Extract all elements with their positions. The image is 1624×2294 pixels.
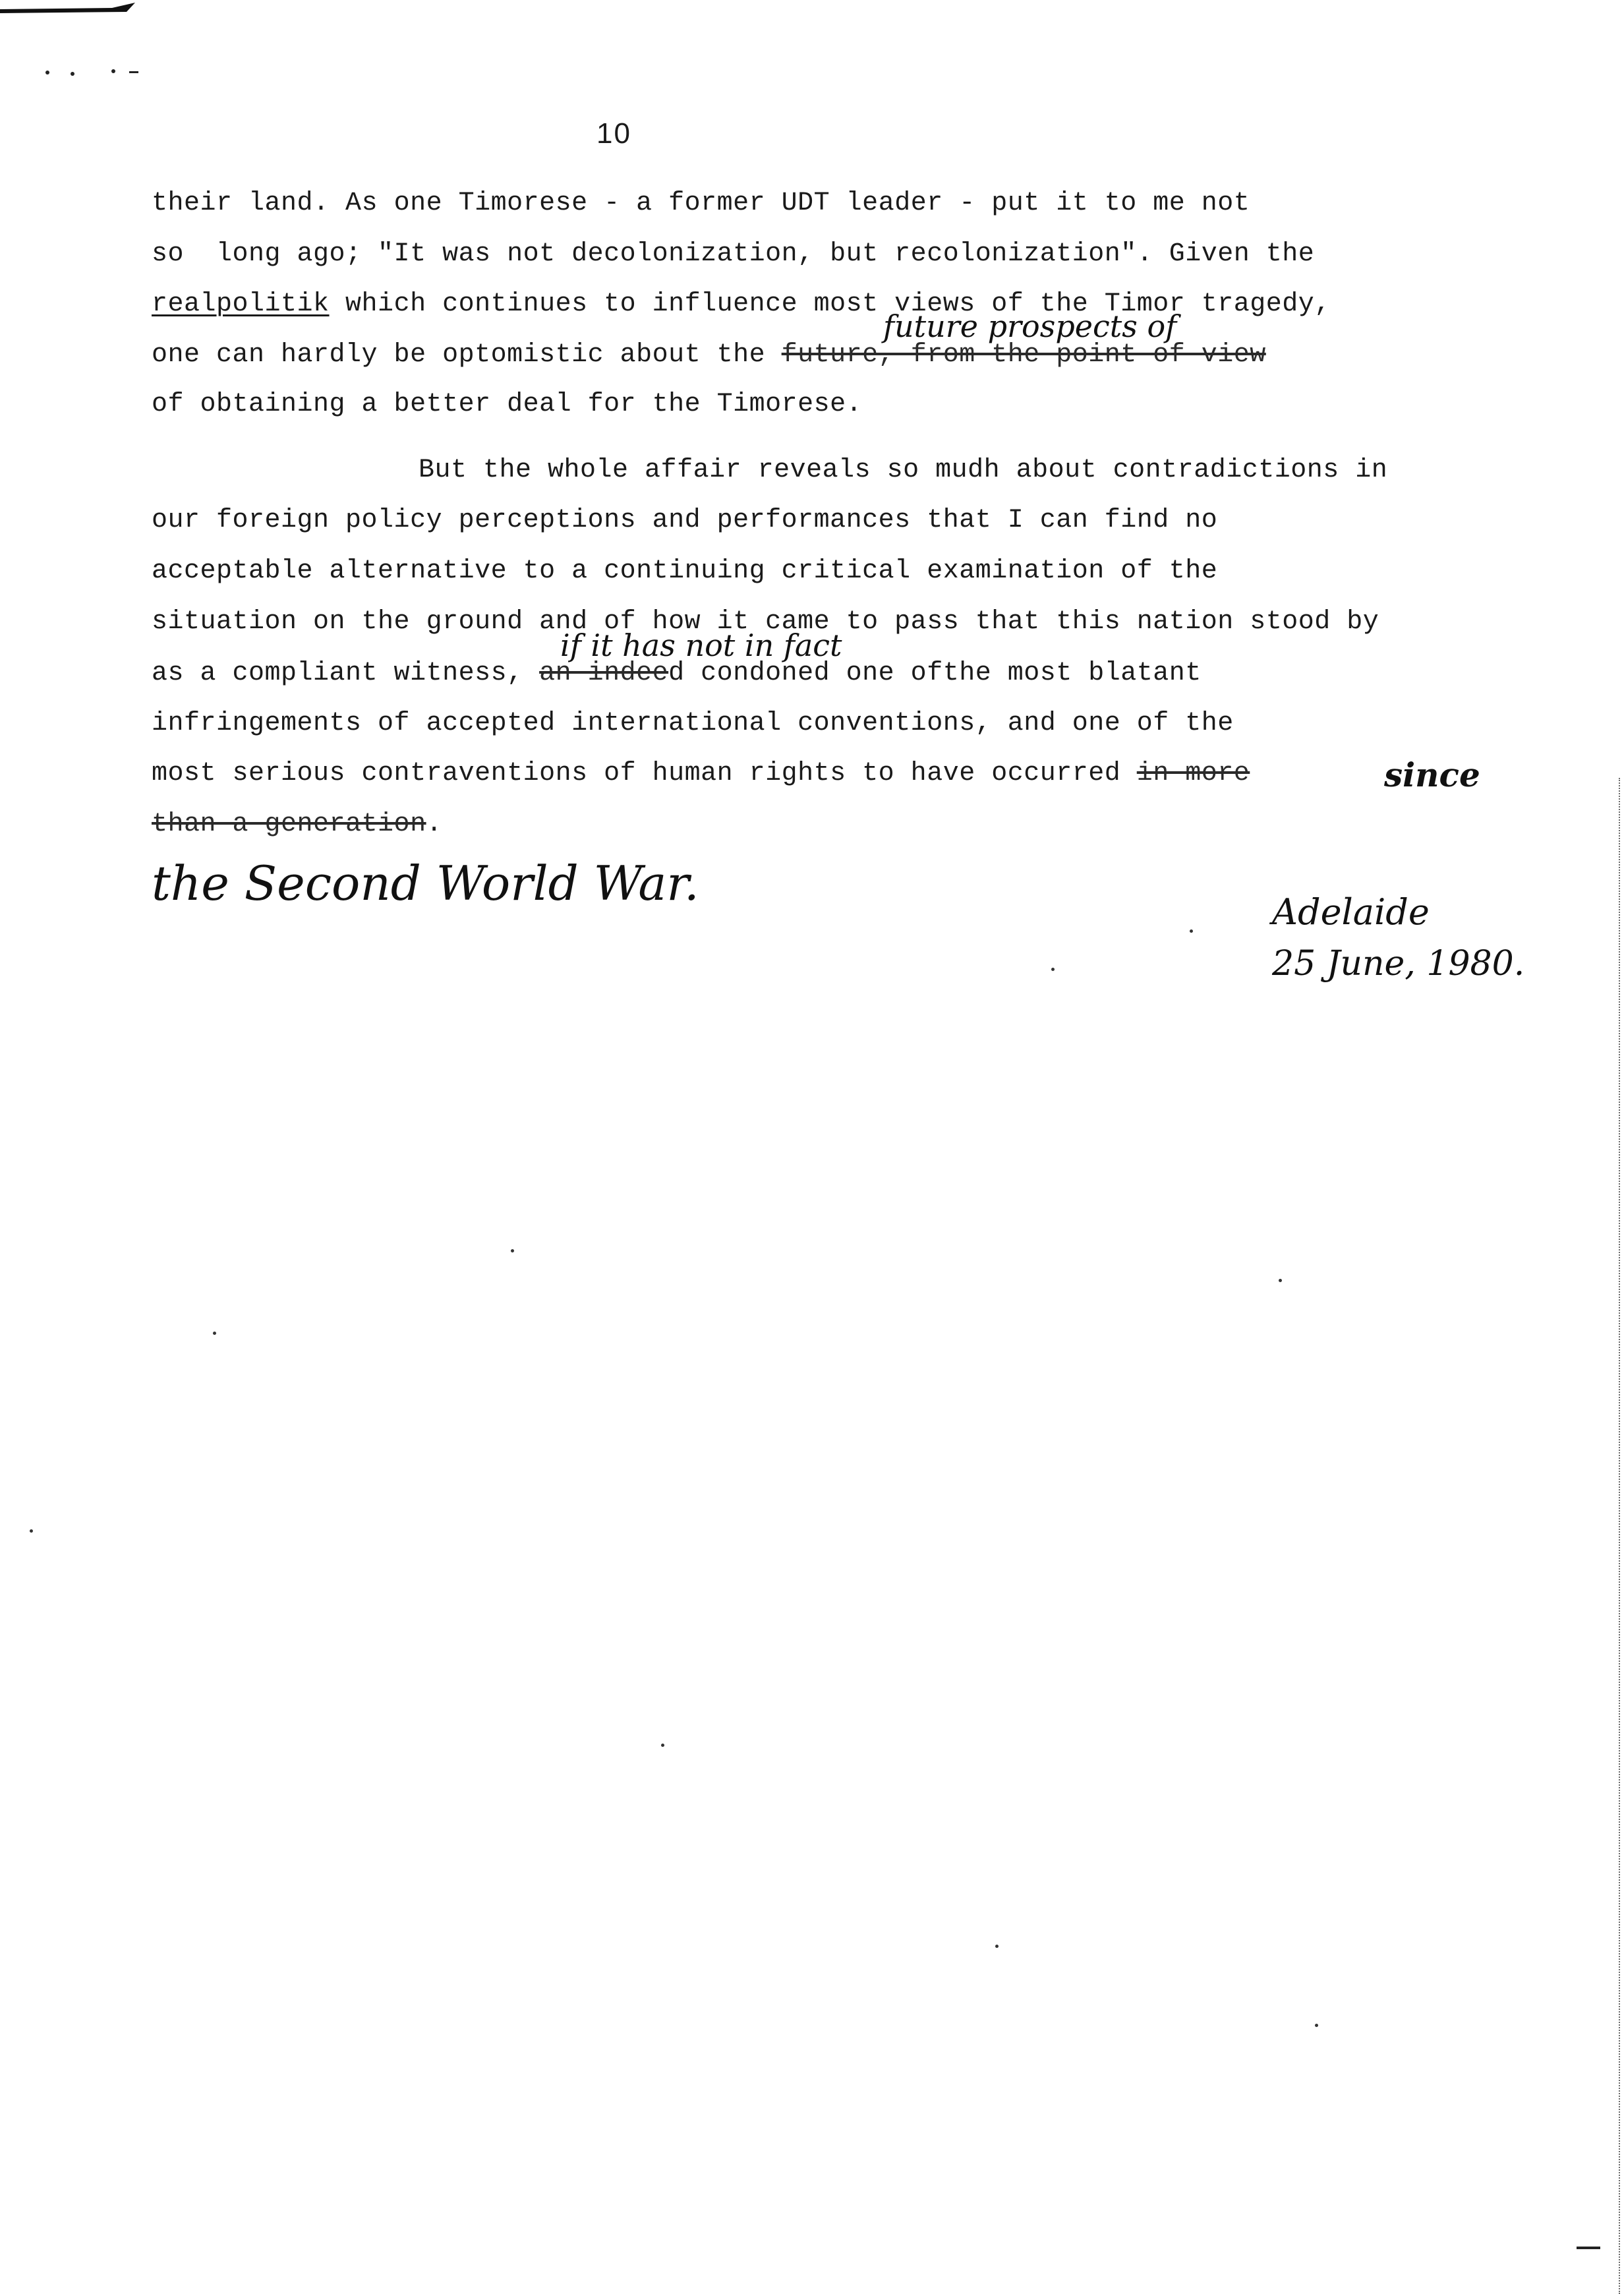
scan-speck [213, 1332, 216, 1335]
underlined-word: realpolitik [152, 289, 330, 319]
text-line-13: than a generation. [152, 809, 443, 839]
text-line-4: one can hardly be optomistic about the future, from the point of view [152, 340, 1266, 370]
scan-speck [1279, 1279, 1282, 1282]
scan-speck [1315, 2024, 1318, 2027]
handwritten-date: 25 June, 1980. [1272, 944, 1525, 984]
struck-text: an indee [539, 659, 669, 688]
handwritten-insert-future-prospects: future prospects of [883, 309, 1177, 344]
handwritten-insert-since: since [1384, 755, 1480, 794]
scan-speck [1190, 929, 1193, 933]
page-number: 10 [596, 117, 631, 150]
text-line-10: as a compliant witness, an indeed condoned one ofthe most blatant [152, 659, 1202, 688]
text-line-1: their land. As one Timorese - a former UDT leader - put it to me not [152, 189, 1250, 218]
text-line-7: our foreign policy perceptions and performances that I can find no [152, 506, 1218, 535]
struck-text: in more [1136, 759, 1250, 788]
handwritten-insert-if-it-has-not: if it has not in fact [560, 628, 842, 663]
scan-speck [661, 1744, 664, 1747]
struck-text: future, from the point of view [781, 340, 1266, 370]
corner-scan-mark [0, 0, 171, 92]
text-line-11: infringements of accepted international conventions, and one of the [152, 709, 1234, 738]
scan-right-edge [1619, 778, 1624, 2294]
text-line-8: acceptable alternative to a continuing critical examination of the [152, 556, 1218, 586]
handwritten-closing-phrase: the Second World War. [152, 856, 699, 911]
scan-speck [1051, 968, 1055, 971]
struck-text: than a generation [152, 809, 426, 839]
scan-edge-mark [1577, 2245, 1603, 2251]
scan-speck [30, 1529, 33, 1533]
text-line-5: of obtaining a better deal for the Timorese. [152, 390, 863, 419]
scan-speck [995, 1945, 999, 1948]
handwritten-place: Adelaide [1272, 891, 1430, 933]
scan-speck [511, 1249, 514, 1252]
text-line-6: But the whole affair reveals so mudh about contradictions in [419, 456, 1388, 485]
text-line-3: realpolitik which continues to influence most views of the Timor tragedy, [152, 289, 1331, 319]
text-line-12: most serious contraventions of human rights to have occurred in more [152, 759, 1250, 788]
text-line-9: situation on the ground and of how it came to pass that this nation stood by [152, 607, 1379, 637]
text-line-2: so long ago; "It was not decolonization, but recolonization". Given the [152, 239, 1315, 269]
